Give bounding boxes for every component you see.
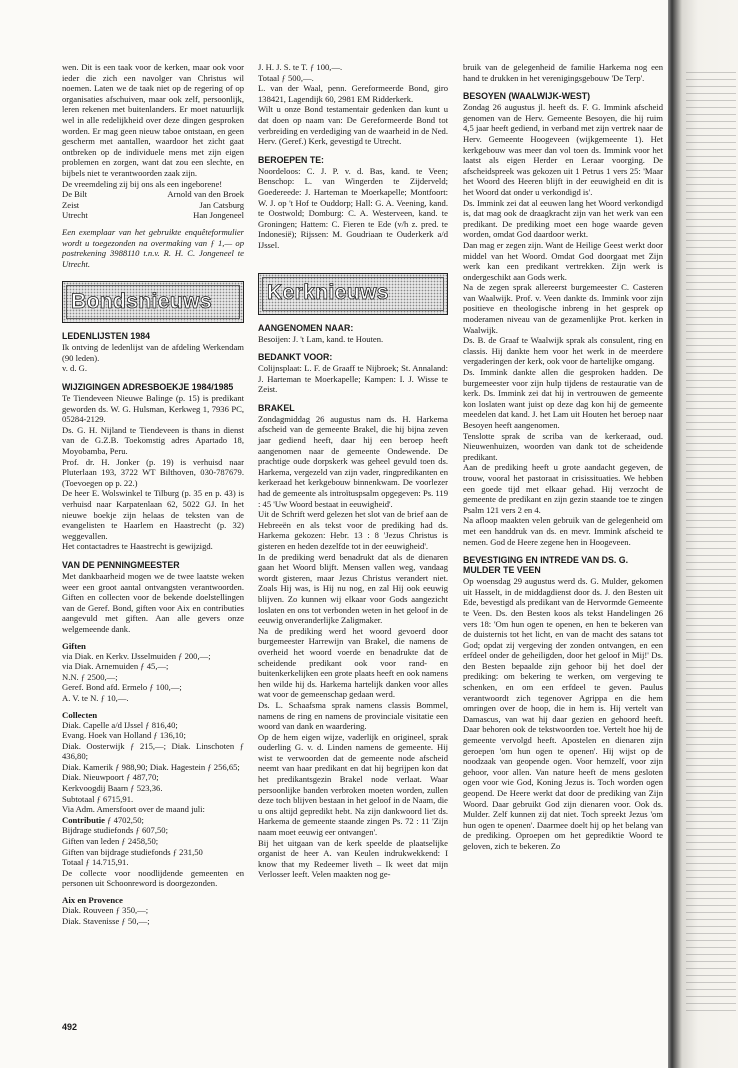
list-item: Bijdrage studiefonds ƒ 607,50; [62,825,168,836]
column-right [463,62,663,852]
article-paragraph: Dan mag er zegen zijn. Want de Heilige Geest werkt door middel van het Woord. Omdat God doorgaat met Zijn werk kan een predikant vertrekken. Zijn werk is ondergeschikt aan Gods werk. [463,239,663,282]
article-paragraph: Ds. Immink dankte allen die gesproken hadden. De burgemeester voor zijn hulp tijdens de restauratie van de kerk. Ds. Immink zei dat hij in vertrouwen de gemeente kon loslaten want juist op deze dag kon hij de gemeente meedelen dat kand. J. het Lam uit Houten het beroep naar Besoyen heeft aangenomen. [463,367,663,430]
list-item: via Diak. en Kerkv. IJsselmuiden ƒ 200,—; [62,650,211,661]
section-heading: BEVESTIGING EN INTREDE VAN DS. G. MULDER TE VEEN [463,555,629,576]
list-item: Giften van leden ƒ 2458,50; [62,836,159,847]
section-heading: BESOYEN (WAALWIJK-WEST) [463,91,591,102]
list-item: N.N. ƒ 2500,—; [62,671,118,682]
list-item: Evang. Hoek van Holland ƒ 136,10; [62,730,186,741]
section-text: Met dankbaarheid mogen we de twee laatste weken weer een groot aantal ontvangsten verantwoorden. Giften en collecten voor de bekende doelstellingen van de Geref. Bond, giften voor Aix en contributies aangevuld met giften. Aan alle gevers onze welgemeende dank. [62,570,244,634]
subheading: Aix en Provence [62,895,123,905]
list-item: Diak. Oosterwijk ƒ 215,—; Diak. Linschoten ƒ 436,80; [62,740,244,762]
section-heading: WIJZIGINGEN ADRESBOEKJE 1984/1985 [62,382,234,393]
list-item: Diak. Stavenisse ƒ 50,—; [62,915,150,926]
article-paragraph: Op de hem eigen wijze, vaderlijk en origineel, sprak ouderling G. v. d. Linden namens de gemeente. Hij wist te verwoorden dat de gemeente node afscheid neemt van haar predikant en dat hij begrijpen kon dat het predikantsgezin Brakel node verlaat. Waar persoonlijke banden verbroken moeten worden, zullen deze toch blijven bestaan in het geloof in de Naam, die u ons altijd gepredikt hebt. Na zijn dankwoord liet ds. Harkema de gemeente staande zingen Ps. 72 : 11 'Zijn naam moet eeuwig eer ontvangen'. [258,731,448,838]
bondsnieuws-banner: Bondsnieuws [62,281,244,323]
list-item: via Diak. Arnemuiden ƒ 45,—; [62,661,169,672]
article-paragraph: Na afloop maakten velen gebruik van de gelegenheid om met een handdruk van ds. en mevr. Immink afscheid te nemen. God de Heere zegene hen in Hoogeveen. [463,515,663,547]
section-heading: BEROEPEN TE: [258,154,324,165]
signature-initials: v. d. G. [62,363,87,374]
article-paragraph: Ds. L. Schaafsma sprak namens classis Bommel, namens de ring en namens de provinciale visitatie een woord van dank en waardering. [258,699,448,732]
address-line: Het contactadres te Haastrecht is gewijzigd. [62,541,213,552]
address-line: Te Tiendeveen Nieuwe Balinge (p. 15) is predikant geworden ds. W. G. Hulsman, Kerkweg 1, 7936 PC, 05284-2129. [62,393,244,425]
section-heading: VAN DE PENNINGMEESTER [62,559,180,570]
intro-paragraph: wen. Dit is een taak voor de kerken, maar ook voor ieder die zich een navolger van Christus wil noemen. Laten we de taak niet op de regering of op organisaties afschuiven, maar ook zelf, persoonlijk, leren rekenen met buitenlanders. Er moet natuurlijk wel in alle redelijkheid over deze dingen gesproken worden. Er mag geen nieuw taboe ontstaan, en geen gescherm met aantallen, waardoor het zicht gaat ontbreken op de individuele mens met zijn eigen problemen en zorgen, want dat zou een slechte, en bijbels niet te verantwoorden zaak zijn. [62,62,244,178]
signature-row: Utrecht Han Jongeneel [62,210,244,221]
address-line: De heer E. Wolswinkel te Tilburg (p. 35 en p. 43) is verhuisd naar Karpatenlaan 62, 5022 GJ. In het nieuwe boekje zijn helaas de teksten van de evangelisten te Haarlem en Haastrecht (p. 32) weggevallen. [62,488,244,541]
list-item: Contributie ƒ 4702,50; [62,814,144,825]
section-heading: LEDENLIJSTEN 1984 [62,331,150,342]
list-item: Diak. Nieuwpoort ƒ 487,70; [62,772,159,783]
section-heading: BEDANKT VOOR: [258,352,333,363]
section-heading: BRAKEL [258,402,295,413]
list-item: Kerkvoogdij Baarn ƒ 523,36. [62,783,163,794]
legacy-note: Wilt u onze Bond testamentair gedenken dan kunt u dat doen op naam van: De Gereformeerde Bond tot verbreiding en verdediging van de waarheid in de Ned. Herv. (Geref.) Kerk, gevestigd te Utrecht. [258,104,448,147]
address-line: Ds. G. H. Nijland te Tiendeveen is thans in dienst van de G.Z.B. Toekomstig adres Apartado 18, Moyobamba, Peru. [62,424,244,457]
list-item: Totaal ƒ 14.715,91. [62,857,129,868]
list-item: Geref. Bond afd. Ermelo ƒ 100,—; [62,682,182,693]
list-item: Totaal ƒ 500,—. [258,72,314,83]
list-item: De collecte voor noodlijdende gemeenten en personen uit Schoonreword is doorgezonden. [62,867,244,889]
address-line: Prof. dr. H. Jonker (p. 19) is verhuisd naar Pluterlaan 193, 3722 WT Bilthoven, 030-787679. (Toevoegen op p. 22.) [62,456,244,488]
section-text: Colijnsplaat: L. F. de Graaff te Nijbroek; St. Annaland: J. Harteman te Moerkapelle; Kampen: I. J. Wisse te Zeist. [258,363,448,395]
article-paragraph: Uit de Schrift werd gelezen het slot van de brief aan de Hebreeën en als tekst voor de prediking had ds. Harkema gekozen: Hebr. 13 : 8 'Jezus Christus is gisteren en heden dezelfde tot in der eeuwigheid'. [258,509,448,551]
kerknieuws-banner: Kerknieuws [258,273,448,315]
article-paragraph: Zondagmiddag 26 augustus nam ds. H. Harkema afscheid van de gemeente Brakel, die hij bijna zeven jaar gediend heeft, daar hij een beroep heeft aangenomen naar de gemeente Ondewende. De prachtige oude dorpskerk was geheel gevuld toen ds. Harkema, vergezeld van zijn vader, ringpredikanten en kerkeraad het kerkgebouw binnenkwam. De voorlezer had de gemeente als introïtuspsalm opgegeven: Ps. 119 : 45 'Uw Woord bestaat in eeuwigheid'. [258,413,448,509]
section-text: Besoijen: J. 't Lam, kand. te Houten. [258,333,384,344]
page-fold-shadow [668,0,738,1068]
article-paragraph: Bij het uitgaan van de kerk speelde de plaatselijke organist de heer A. van Keulen indrukwekkend: I know that my Redeemer liveth – Ik weet dat mijn Verlosser leeft. Velen maakten nog ge- [258,837,448,880]
article-paragraph: Aan de prediking heeft u grote aandacht gegeven, de trouw, vooral het pastoraat in crisissituaties. We hebben een goede tijd met elkaar gehad. Hij verzocht de gemeente de predikant en zijn gezin staande toe te zingen Psalm 121 vers 2 en 4. [463,462,663,515]
article-paragraph: Na de prediking werd het woord gevoerd door burgemeester Harrewijn van Brakel, die namens de overheid het woord voerde en benadrukte dat de scheidende predikant ook voor rand- en buitenkerkelijken een grote plaats heeft en ook namens hen wilde hij ds. Harkema hartelijk danken voor alles wat voor de gemeenschap gedaan werd. [258,625,448,700]
list-item: Giften van bijdrage studiefonds ƒ 231,50 [62,846,203,857]
signature-row: Zeist Jan Catsburg [62,199,244,210]
enquete-note: Een exemplaar van het gebruikte enquêteformulier wordt u toegezonden na overmaking van ƒ 1,— op postrekening 3988110 t.n.v. R. H. C. Jongeneel te Utrecht. [62,226,244,269]
section-text: Ik ontving de ledenlijst van de afdeling Werkendam (90 leden). [62,342,244,363]
signatures [62,189,244,221]
list-item: A. V. te N. ƒ 10,—. [62,692,129,703]
column-left [62,62,244,926]
list-item: J. H. J. S. te T. ƒ 100,—. [258,62,343,72]
welcome-line: De vreemdeling zij bij ons als een ingeborene! [62,178,223,189]
list-item: Diak. Capelle a/d IJssel ƒ 816,40; [62,719,178,730]
section-text: Noordeloos: C. J. P. v. d. Bas, kand. te Veen; Benschop: L. van Wingerden te Zijderveld; Goedereede: J. Harteman te Moerkapelle; Montfoort: W. J. op 't Hof te Ouddorp; Hall: G. A. Veening, kand. te Oostwold; Domburg: C. A. Westerveen, kand. te Groningen; Hattem: C. Fieren te Ede (v/h z. pred. te Indonesië); Rijssen: M. Goudriaan te Ouderkerk a/d IJssel. [258,165,448,250]
article-paragraph: Na de zegen sprak allereerst burgemeester C. Casteren van Waalwijk. Prof. v. Veen dankte ds. Immink voor zijn positieve en theologische inbreng in het gesprek op moderamen niveau van de gezamenlijke Prot. kerken in Waalwijk. [463,282,663,335]
list-item: Via Adm. Amersfoort over de maand juli: [62,804,205,815]
list-item: Subtotaal ƒ 6715,91. [62,793,134,804]
treasurer-address: L. van der Waal, penn. Gereformeerde Bond, giro 138421, Lagendijk 60, 2981 EM Ridderkerk. [258,83,448,104]
signature-row: De Bilt Arnold van den Broek [62,189,244,200]
article-paragraph: Ds. Immink zei dat al eeuwen lang het Woord verkondigd is, dat mag ook de draagkracht zijn van het werk van een predikant. De prediking moet een hoge waarde geven worden, omdat God daardoor werkt. [463,197,663,240]
article-paragraph: In de prediking werd benadrukt dat als de dienaren gaan het Woord blijft. Mensen vallen weg, vandaag wordt gisteren, maar Jezus Christus verandert niet. Zoals Hij was, is Hij nu nog, en zal Hij ook eeuwig blijven. Zo kunnen wij elkaar voor Gods aangezicht loslaten en ons tot verbonden weten in het geloof in de eeuwig onveranderlijke Zaligmaker. [258,551,448,626]
page-number: 492 [62,1022,78,1032]
article-paragraph: Ds. B. de Graaf te Waalwijk sprak als consulent, ring en classis. Hij dankte hem voor het werk in de meerdere vergaderingen der kerk, ook voor de hartelijke omgang. [463,335,663,367]
subheading: Collecten [62,709,98,720]
list-item: Diak. Kamerik ƒ 988,90; Diak. Hagestein ƒ 256,65; [62,761,240,772]
article-paragraph: bruik van de gelegenheid de familie Harkema nog een hand te drukken in het verenigingsgebouw 'De Terp'. [463,62,663,83]
subheading: Giften [62,640,86,651]
article-paragraph: Tenslotte sprak de scriba van de kerkeraad, oud. Nieuwenhuizen, woorden van dank tot de scheidende predikant. [463,430,663,462]
column-middle [258,62,448,880]
list-item: Diak. Rouveen ƒ 350,—; [62,905,149,915]
article-paragraph: Zondag 26 augustus jl. heeft ds. F. G. Immink afscheid genomen van de Herv. Gemeente Besoyen, die hij ruim 4,5 jaar heeft gediend, in verband met zijn vertrek naar de Herv. Gemeente Hoogeveen (wijkgemeente 1). Het kerkgebouw was meer dan vol toen ds. Immink voor het laatst als eigen Herder en Leraar voorging. De afscheidspreek was gekozen uit 1 Petrus 1 vers 25: 'Maar het Woord des Heeren blijft in der eeuwigheid en dit is het Woord dat onder u verkondigd is'. [463,102,663,197]
section-heading: AANGENOMEN NAAR: [258,322,354,333]
article-paragraph: Op woensdag 29 augustus werd ds. G. Mulder, gekomen uit Hasselt, in de middagdienst door ds. J. den Besten uit Ede, bevestigd als predikant van de Hervormde Gemeente te Veen. Ds. den Besten koos als tekst Handelingen 26 vers 18: 'Om hun ogen te openen, en hen te bekeren van de duisternis tot het licht, en van de macht des satans tot God; opdat zij vergeving der zonden ontvangen, en een erfdeel onder de geheiligden, door het geloof in Mij!' Ds. den Besten bepaalde zijn gehoor bij het doel der prediking: om bekering te werken, om vergeving te schenken, en om een erfdeel te geven. Paulus verantwoordt zich tegenover Agrippa en die hem omringen over de hoop, die in hem is. Hij vertelt van Damascus, van wat hij daar gezien en gehoord heeft. Daar behoren ook de tekstwoorden toe. Vertelt hoe hij de gemeente vervolgd heeft. Apostelen en dienaren zijn geroepen 'om hun ogen te openen'. Hij wijst op de noodzaak van geopende ogen. Voor hemzelf, voor zijn gehoor, voor allen. Van nature heeft de mens gesloten ogen voor wie God, Koning Jezus is. Toch worden ogen geopend. De Heere werkt dat door de prediking van Zijn Woord. Daar gebruikt God zijn dienaren voor. Ook ds. Mulder. Zelf kunnen zij dat niet. Toch spreekt Jezus 'om hun ogen te openen'. Daarmee doelt hij op het belang van de prediking. Oproepen om het geprediktie Woord te geloven, zich te bekeren. Zo [463,576,663,851]
